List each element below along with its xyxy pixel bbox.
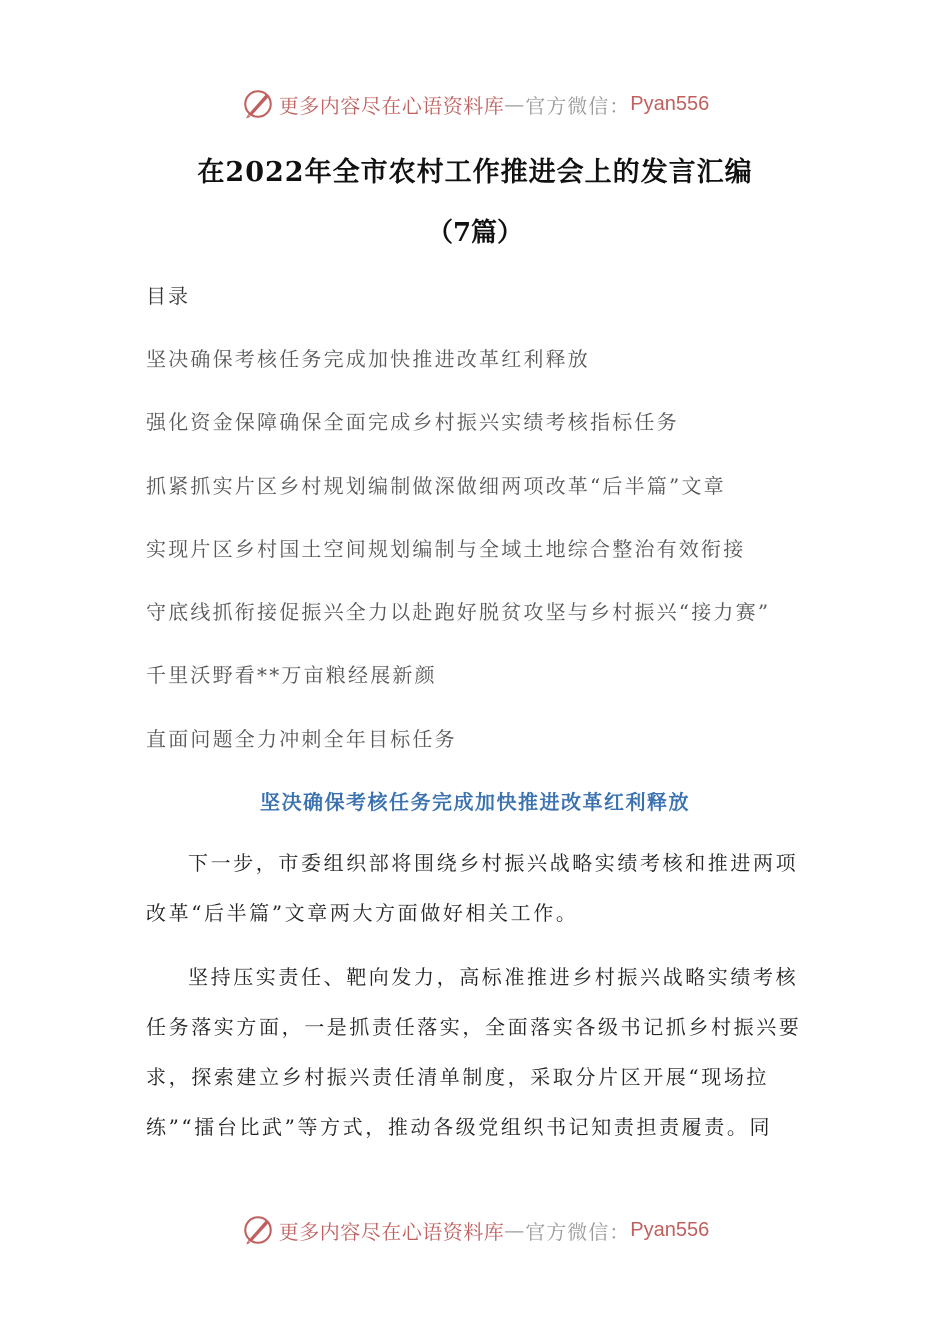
document-subtitle: （7篇） [426,218,524,248]
toc-item[interactable]: 坚决确保考核任务完成加快推进改革红利释放 [146,347,590,371]
table-of-contents [146,343,770,786]
toc-item[interactable]: 直面问题全力冲刺全年目标任务 [146,726,457,751]
banner-main-text: 更多内容尽在心语资料库 [278,1219,505,1244]
paragraph-line: 求，探索建立乡村振兴责任清单制度，采取分片区开展“现场拉 [146,1065,770,1089]
quill-pen-circle-icon [241,1213,275,1247]
banner-wechat-id: Pyan556 [630,92,710,115]
quill-pen-circle-icon [241,87,275,121]
paragraph-line: 下一步，市委组织部将围绕乡村振兴战略实绩考核和推进两项 [188,851,799,875]
toc-heading: 目录 [146,284,190,308]
toc-item[interactable]: 抓紧抓实片区乡村规划编制做深做细两项改革“后半篇”文章 [146,473,726,498]
banner-separator: — [504,1218,526,1242]
header-banner [0,84,950,124]
toc-item[interactable]: 守底线抓衔接促振兴全力以赴跑好脱贫攻坚与乡村振兴“接力赛” [146,600,771,625]
banner-main-text: 更多内容尽在心语资料库 [278,93,505,118]
body-paragraph-2 [146,952,806,1152]
banner-wechat-label: 官方微信： [525,1219,631,1244]
toc-item[interactable]: 千里沃野看**万亩粮经展新颜 [146,663,437,688]
banner-wechat-label: 官方微信： [525,93,631,118]
banner-wechat-id: Pyan556 [630,1218,710,1241]
document-title: 在2022年全市农村工作推进会上的发言汇编 [197,157,753,188]
paragraph-line: 坚持压实责任、靶向发力，高标准推进乡村振兴战略实绩考核 [188,965,799,989]
banner-separator: — [504,92,526,116]
toc-item[interactable]: 强化资金保障确保全面完成乡村振兴实绩考核指标任务 [146,410,679,435]
paragraph-line: 任务落实方面，一是抓责任落实，全面落实各级书记抓乡村振兴要 [146,1015,802,1039]
paragraph-line: 练”“擂台比武”等方式，推动各级党组织书记知责担责履责。同 [146,1115,773,1139]
footer-banner [0,1210,950,1250]
paragraph-line: 改革“后半篇”文章两大方面做好相关工作。 [146,901,579,925]
toc-item[interactable]: 实现片区乡村国土空间规划编制与全域土地综合整治有效衔接 [146,536,746,561]
section-heading: 坚决确保考核任务完成加快推进改革红利释放 [260,790,690,814]
body-paragraph-1 [146,838,806,938]
